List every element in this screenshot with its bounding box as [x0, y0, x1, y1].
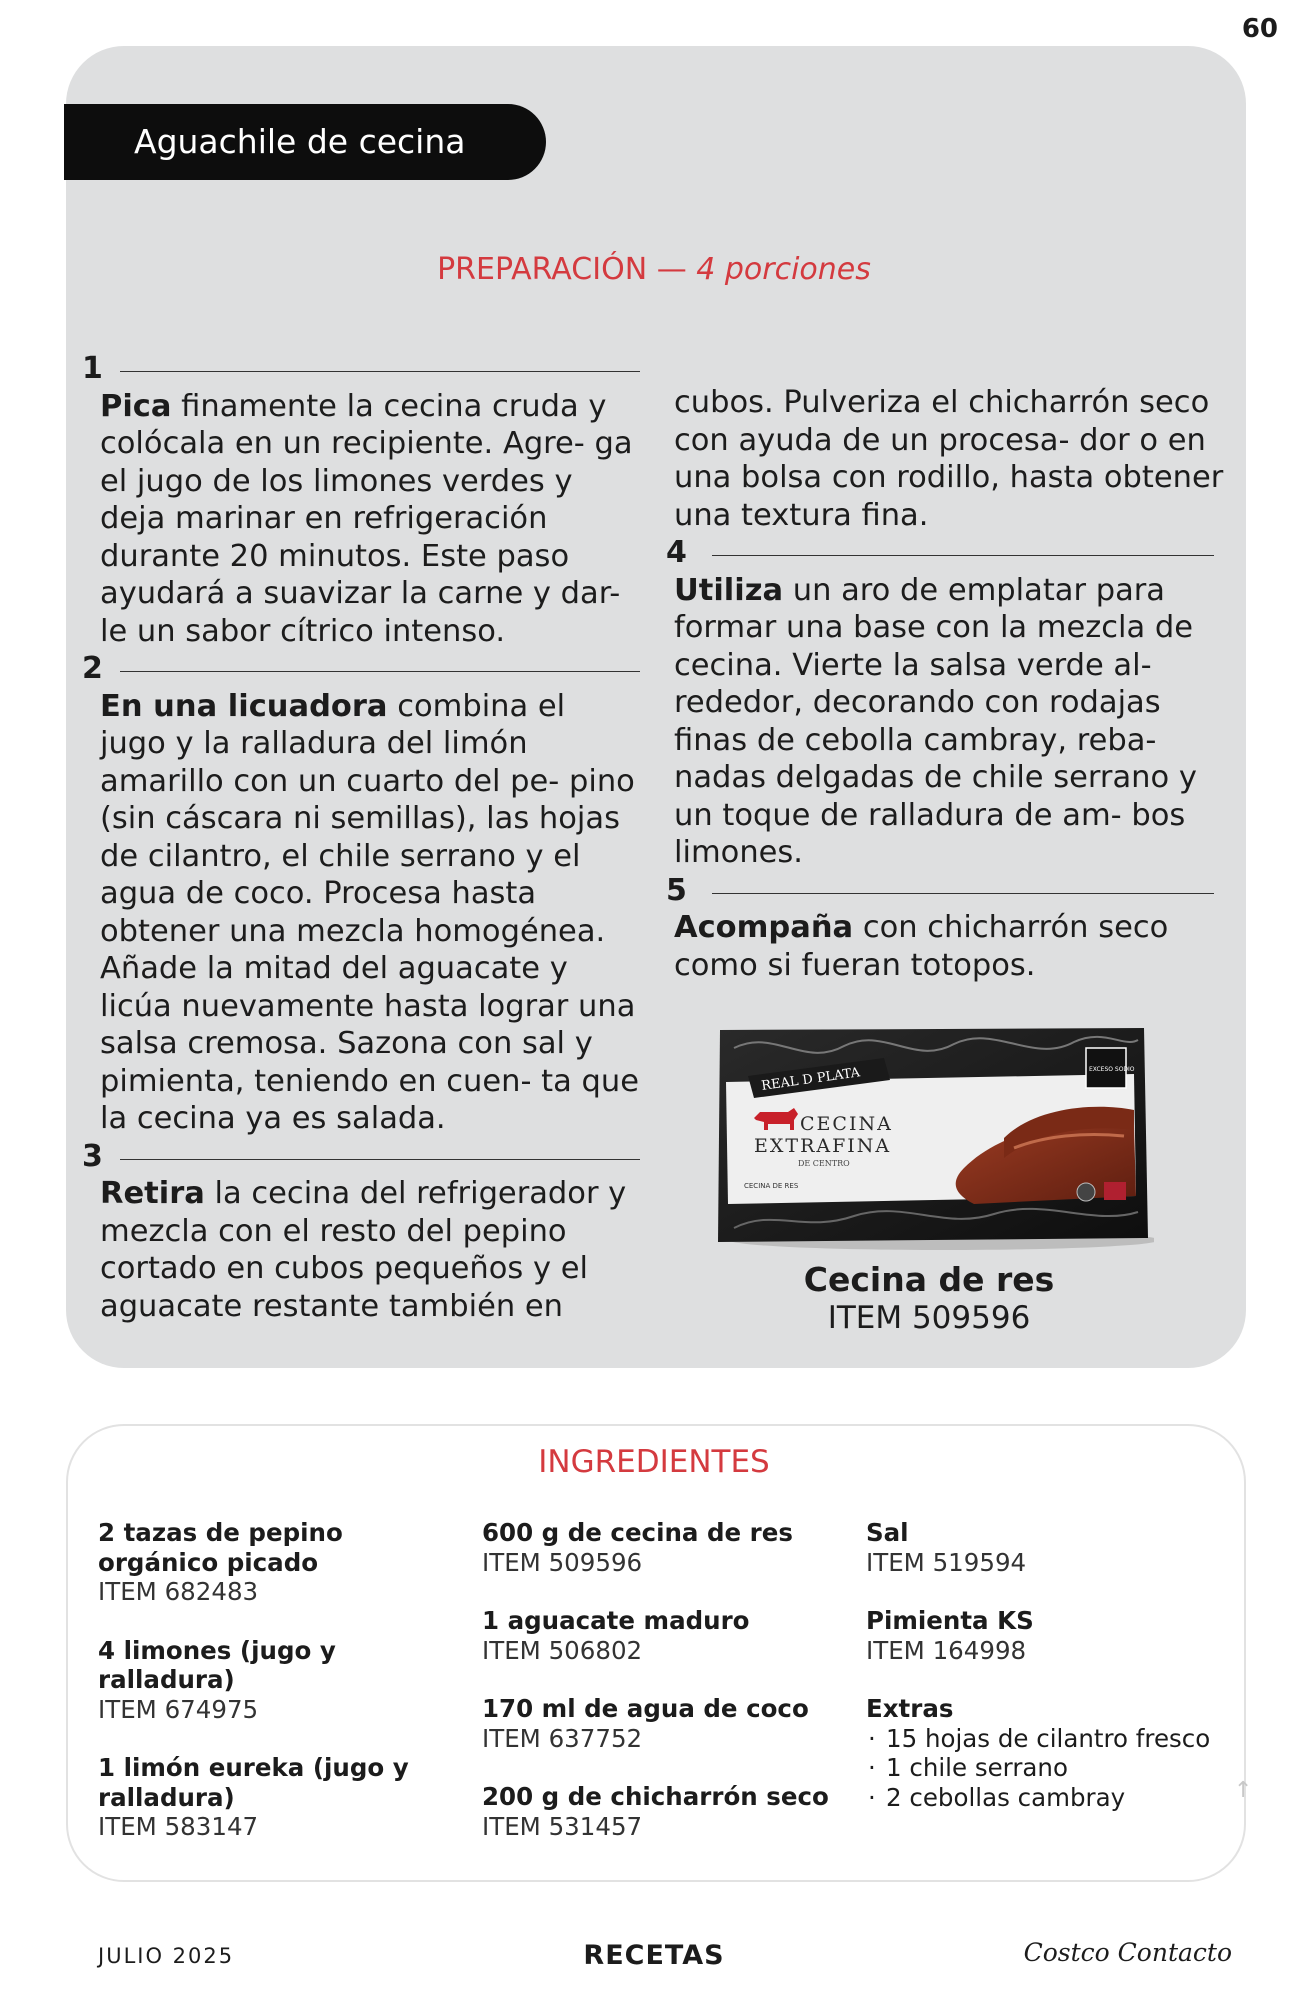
step-2-body: combina el jugo y la ralladura del limón amarillo con un cuarto del pe- pino (sin cáscara ni semillas), las hojas de cilantro, el chile serrano y el agua de coco. Procesa hasta obtener una mezcla homogénea. Añade la mitad del aguacate y licúa nuevamente hasta lograr una salsa cremosa. Sazona con sal y pimienta, teniendo en cuen- ta que la cecina ya es salada.	[100, 688, 639, 1136]
ingredients-heading: INGREDIENTES	[538, 1444, 770, 1480]
package-line1: CECINA	[800, 1113, 893, 1135]
step-1-text	[100, 388, 640, 651]
portions-label: 4 porciones	[696, 252, 871, 287]
ingredient-entry	[98, 1518, 438, 1607]
preparation-heading	[0, 252, 1308, 287]
ingredient-name: 600 g de cecina de res	[482, 1518, 793, 1547]
step-3-continued-text	[674, 384, 1234, 534]
badge-icon-1	[1077, 1183, 1095, 1201]
steps-column-left	[82, 350, 640, 1325]
package-brand: REAL D PLATA	[760, 1065, 861, 1094]
step-3-divider	[120, 1159, 640, 1160]
step-3-keyword: Retira	[100, 1176, 205, 1211]
extras-list-item: · 15 hojas de cilantro fresco	[866, 1724, 1226, 1754]
step-1-number: 1	[82, 351, 103, 386]
ingredient-entry	[98, 1636, 438, 1725]
package-line2: EXTRAFINA	[754, 1135, 892, 1157]
product-name: Cecina de res	[803, 1260, 1055, 1299]
recipe-title: Aguachile de cecina	[64, 104, 546, 180]
ingredient-item-number: ITEM 583147	[98, 1812, 259, 1841]
ingredient-item-number: ITEM 674975	[98, 1694, 259, 1724]
step-3-body: la cecina del refrigerador y mezcla con el resto del pepino cortado en cubos pequeños y el aguacate restante también en	[100, 1176, 627, 1324]
steps-column-right	[666, 384, 1234, 984]
ingredient-item-number: ITEM 519594	[866, 1547, 1027, 1577]
product-package-image	[714, 1018, 1154, 1250]
step-2-text	[100, 688, 640, 1138]
ingredient-name: 1 limón eureka (jugo y ralladura)	[98, 1753, 409, 1812]
ingredient-entry	[482, 1694, 842, 1753]
ingredient-item-number: ITEM 531457	[482, 1811, 643, 1841]
step-1-divider	[120, 371, 640, 372]
page-number: 60	[1241, 14, 1278, 44]
ingredient-name: Pimienta KS	[866, 1606, 1034, 1635]
extras-list-item: · 1 chile serrano	[866, 1753, 1226, 1783]
step-1-body: finamente la cecina cruda y colócala en un recipiente. Agre- ga el jugo de los limones verdes y deja marinar en refrigeración durante 20 minutos. Este paso ayudará a suavizar la carne y dar- le un sabor cítrico intenso.	[100, 388, 633, 649]
extras-label: Extras	[866, 1694, 954, 1723]
footer-date: JULIO 2025	[98, 1944, 235, 1968]
step-3-text	[100, 1175, 640, 1325]
ingredient-item-number: ITEM 509596	[482, 1547, 643, 1577]
ingredient-item-number: ITEM 164998	[866, 1635, 1027, 1665]
step-2-header	[82, 650, 640, 688]
ingredient-entry	[98, 1753, 438, 1842]
step-5-keyword: Acompaña	[674, 910, 854, 945]
ingredient-name: Sal	[866, 1518, 909, 1547]
step-4-divider	[712, 555, 1214, 556]
ingredients-column-2	[482, 1518, 842, 1870]
ingredient-name: 2 tazas de pepino orgánico picado	[98, 1518, 343, 1577]
ingredient-entry	[482, 1518, 842, 1577]
step-4-keyword: Utiliza	[674, 572, 784, 608]
ingredient-name: 1 aguacate maduro	[482, 1606, 750, 1635]
badge-icon-2	[1104, 1182, 1126, 1200]
ingredients-column-1	[98, 1518, 438, 1871]
ingredients-column-3	[866, 1518, 1226, 1841]
step-5-text	[674, 909, 1234, 984]
step-3-number: 3	[82, 1138, 103, 1174]
ingredient-name: 170 ml de agua de coco	[482, 1694, 809, 1723]
step-2-number: 2	[82, 651, 103, 686]
ingredient-entry	[482, 1782, 842, 1841]
ingredient-item-number: ITEM 506802	[482, 1635, 643, 1665]
step-4-body: un aro de emplatar para formar una base con la mezcla de cecina. Vierte la salsa verde al- rededor, decorando con rodajas finas de cebolla cambray, reba- nadas delgadas de chile serrano y un toque de ralladura de am- bos limones.	[674, 572, 1197, 870]
step-5-header	[666, 872, 1234, 910]
footer-brand-logo: Costco Contacto	[1023, 1938, 1232, 1967]
package-line3: DE CENTRO	[798, 1159, 850, 1168]
product-item-number: ITEM 509596	[827, 1300, 1031, 1336]
step-3-continued-body: cubos. Pulveriza el chicharrón seco con ayuda de un procesa- dor o en una bolsa con rodillo, hasta obtener una textura fina.	[674, 385, 1224, 533]
step-4-number: 4	[666, 535, 687, 570]
step-1-keyword: Pica	[100, 388, 172, 424]
preparation-label: PREPARACIÓN —	[437, 252, 687, 287]
step-2-keyword: En una licuadora	[100, 688, 388, 724]
ingredient-item-number: ITEM 682483	[98, 1577, 259, 1606]
footer-section: RECETAS	[583, 1940, 725, 1971]
ingredient-name: 4 limones (jugo y ralladura)	[98, 1635, 336, 1694]
step-5-body: con chicharrón seco como si fueran totopos.	[674, 910, 1169, 983]
step-5-divider	[712, 893, 1214, 894]
step-2-divider	[120, 671, 640, 672]
ingredient-entry	[866, 1606, 1226, 1665]
ingredient-item-number: ITEM 637752	[482, 1723, 643, 1753]
ingredient-entry	[866, 1518, 1226, 1577]
step-5-number: 5	[666, 872, 687, 908]
step-4-header	[666, 534, 1234, 572]
ingredient-entry	[482, 1606, 842, 1665]
ingredient-name: 200 g de chicharrón seco	[482, 1782, 829, 1811]
step-4-text	[674, 572, 1234, 872]
scroll-up-arrow-icon[interactable]: ↑	[1234, 1778, 1253, 1803]
package-small-label: CECINA DE RES	[744, 1182, 799, 1190]
sodium-seal-text: EXCESO SODIO	[1089, 1066, 1135, 1073]
extras-list	[866, 1724, 1226, 1813]
step-1-header	[82, 350, 640, 388]
extras-entry	[866, 1694, 1226, 1812]
step-3-header	[82, 1138, 640, 1176]
extras-list-item: · 2 cebollas cambray	[866, 1783, 1226, 1813]
